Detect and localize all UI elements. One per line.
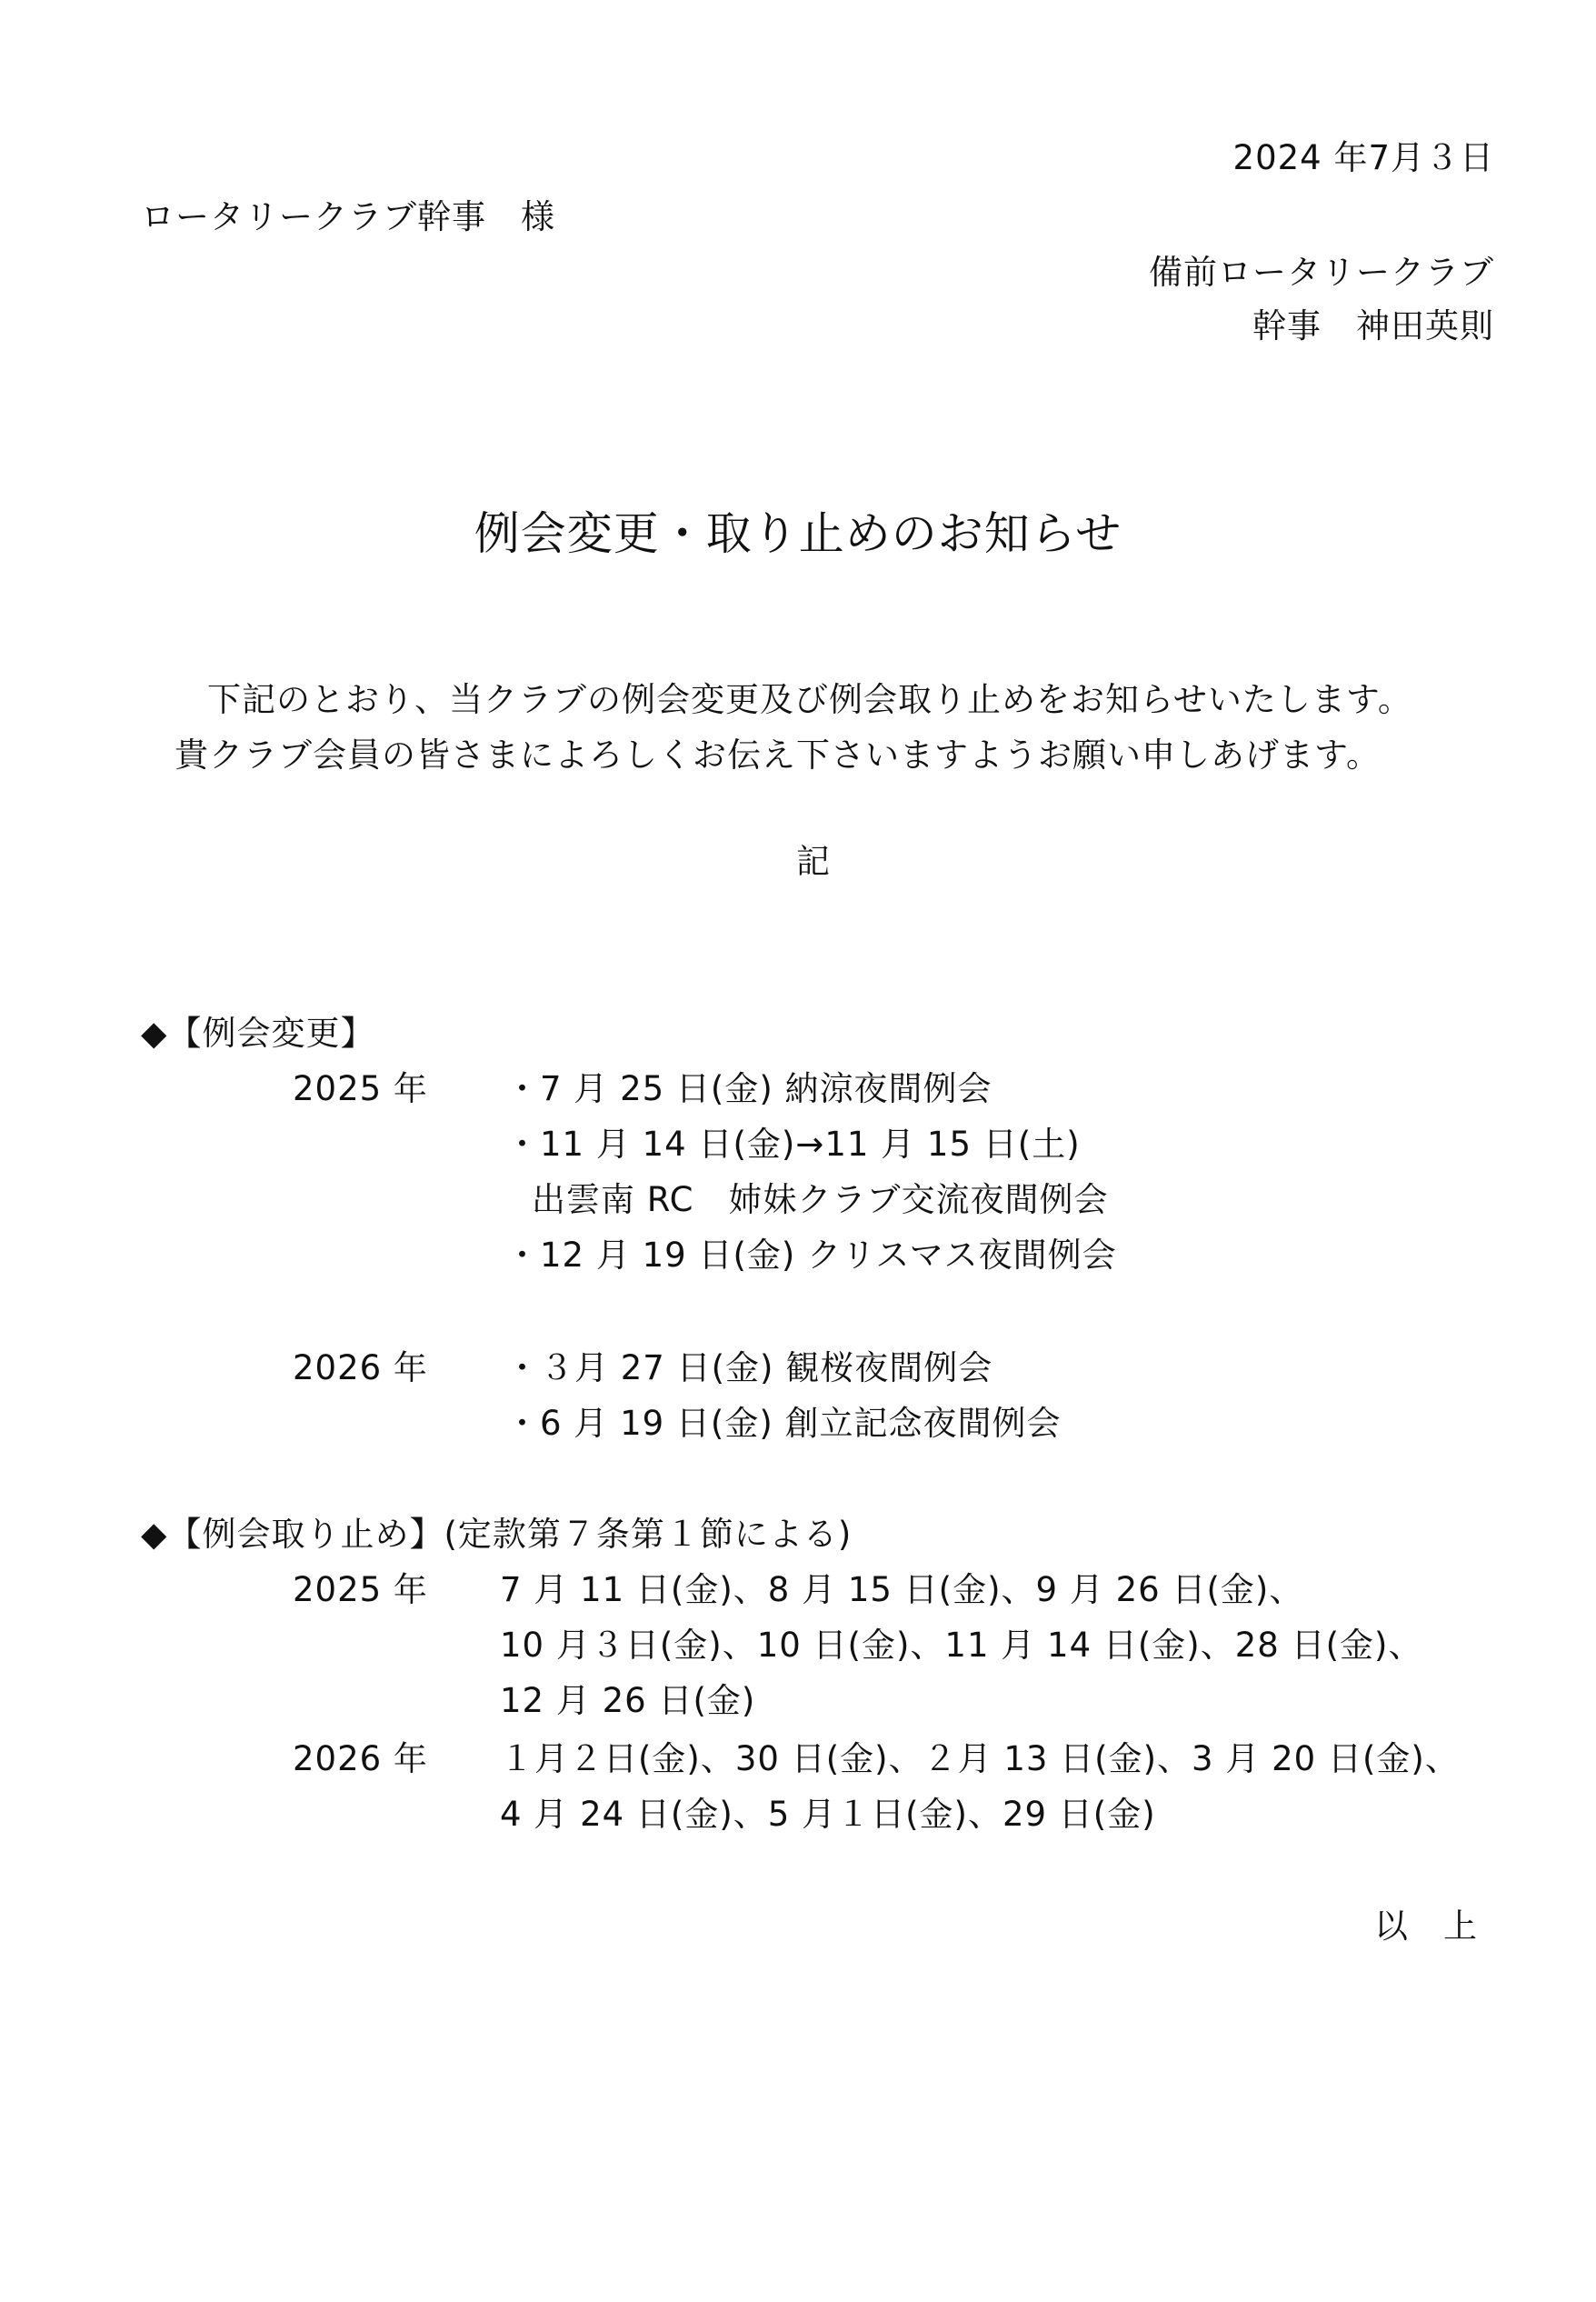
- changes-heading: ◆【例会変更】: [141, 1014, 375, 1053]
- changes-2026-year: 2026 年: [293, 1348, 428, 1387]
- closing-mark: 以 上: [1374, 1907, 1478, 1946]
- letter-date: 2024 年7月３日: [1232, 138, 1494, 177]
- cancellations-2025-year: 2025 年: [293, 1570, 428, 1609]
- intro-line-1: 下記のとおり、当クラブの例会変更及び例会取り止めをお知らせいたします。: [207, 680, 1412, 719]
- cancellations-2026-line-1: １月２日(金)、30 日(金)、２月 13 日(金)、3 月 20 日(金)、: [500, 1739, 1460, 1778]
- sender-club: 備前ロータリークラブ: [1149, 253, 1494, 292]
- cancellations-2026-year: 2026 年: [293, 1739, 428, 1778]
- recipient: ロータリークラブ幹事 様: [141, 197, 555, 236]
- changes-2025-year: 2025 年: [293, 1069, 428, 1108]
- page-title: 例会変更・取り止めのお知らせ: [474, 507, 1122, 560]
- intro-line-2: 貴クラブ会員の皆さまによろしくお伝え下さいますようお願い申しあげます。: [175, 736, 1382, 775]
- sender-name: 幹事 神田英則: [1252, 306, 1494, 345]
- ki-marker: 記: [796, 842, 831, 881]
- changes-2025-item-1: ・7 月 25 日(金) 納涼夜間例会: [505, 1069, 993, 1108]
- changes-2025-item-2-sub: 出雲南 RC 姉妹クラブ交流夜間例会: [532, 1180, 1109, 1219]
- cancellations-2026-line-2: 4 月 24 日(金)、5 月１日(金)、29 日(金): [500, 1795, 1156, 1834]
- changes-2026-item-1: ・３月 27 日(金) 観桜夜間例会: [505, 1348, 993, 1387]
- changes-2025-item-3: ・12 月 19 日(金) クリスマス夜間例会: [505, 1236, 1117, 1275]
- cancellations-2025-line-3: 12 月 26 日(金): [500, 1681, 756, 1720]
- cancellations-2025-line-2: 10 月３日(金)、10 日(金)、11 月 14 日(金)、28 日(金)、: [500, 1626, 1423, 1665]
- changes-2026-item-2: ・6 月 19 日(金) 創立記念夜間例会: [505, 1404, 1062, 1443]
- changes-2025-item-2: ・11 月 14 日(金)→11 月 15 日(土): [505, 1125, 1081, 1164]
- cancellations-heading: ◆【例会取り止め】(定款第７条第１節による): [141, 1515, 853, 1554]
- cancellations-2025-line-1: 7 月 11 日(金)、8 月 15 日(金)、9 月 26 日(金)、: [500, 1570, 1304, 1609]
